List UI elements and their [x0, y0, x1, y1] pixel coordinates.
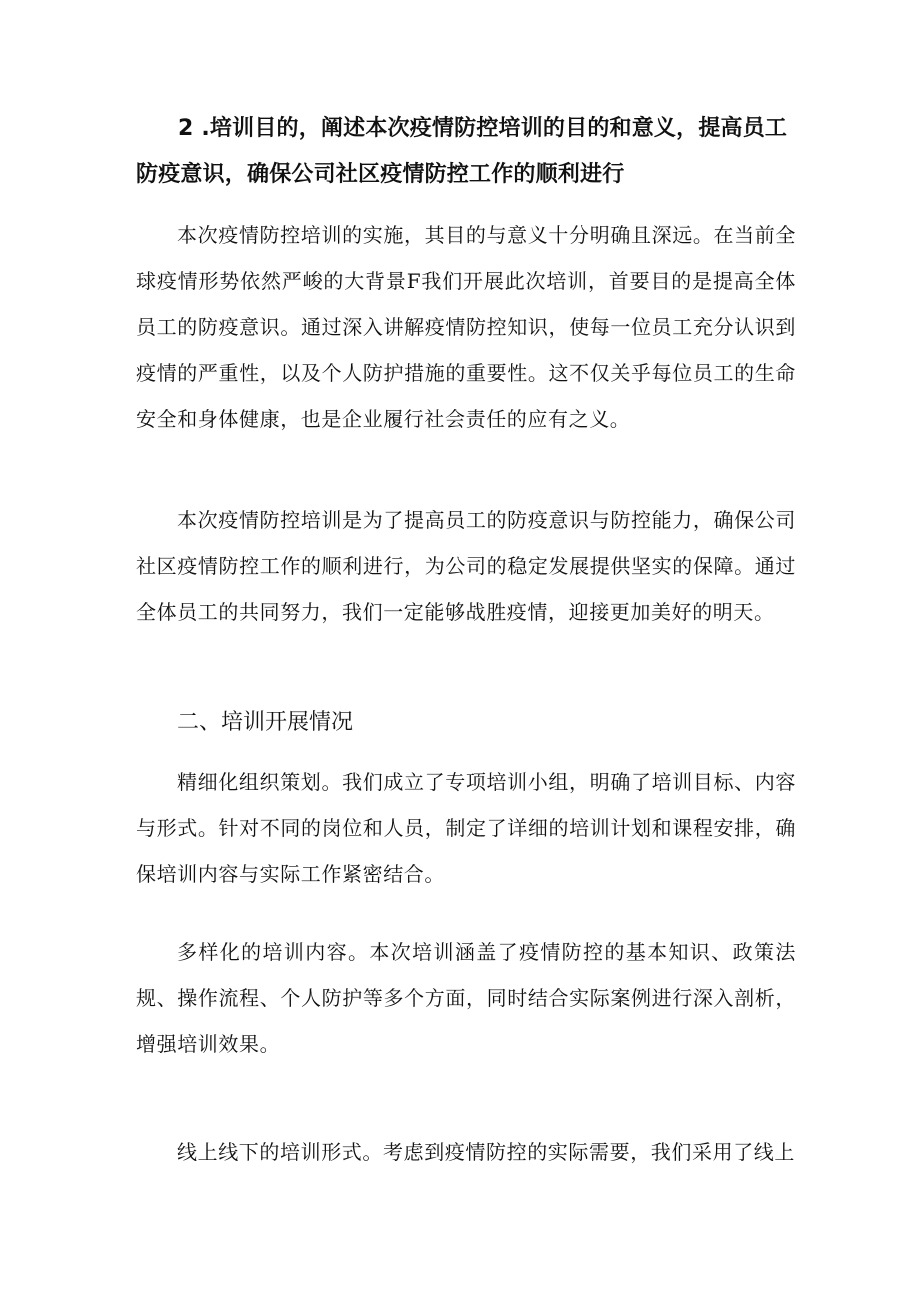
section1-paragraph-1: 本次疫情防控培训的实施，其目的与意义十分明确且深远。在当前全球疫情形势依然严峻的大背景F我们开展此次培训，首要目的是提高全体员工的防疫意识。通过深入讲解疫情防控知识，使每一位员工充分认识到疫情的严重性，以及个人防护措施的重要性。这不仅关乎每位员工的生命安全和身体健康，也是企业履行社会责任的应有之义。 [136, 223, 796, 431]
section1-heading: 2 .培训目的，阐述本次疫情防控培训的目的和意义，提高员工防疫意识，确保公司社区疫情防控工作的顺利进行 [136, 116, 788, 187]
section1-paragraph-2: 本次疫情防控培训是为了提高员工的防疫意识与防控能力，确保公司社区疫情防控工作的顺利进行，为公司的稳定发展提供坚实的保障。通过全体员工的共同努力，我们一定能够战胜疫情，迎接更加美好的明天。 [136, 508, 796, 624]
section2-heading: 二、培训开展情况 [177, 710, 354, 735]
section2-paragraph-3: 线上线下的培训形式。考虑到疫情防控的实际需要，我们采用了线上 [177, 1140, 795, 1164]
section2-paragraph-2: 多样化的培训内容。本次培训涵盖了疫情防控的基本知识、政策法规、操作流程、个人防护等多个方面，同时结合实际案例进行深入剖析，增强培训效果。 [136, 940, 796, 1056]
section2-paragraph-1: 精细化组织策划。我们成立了专项培训小组，明确了培训目标、内容与形式。针对不同的岗位和人员，制定了详细的培训计划和课程安排，确保培训内容与实际工作紧密结合。 [136, 770, 796, 886]
